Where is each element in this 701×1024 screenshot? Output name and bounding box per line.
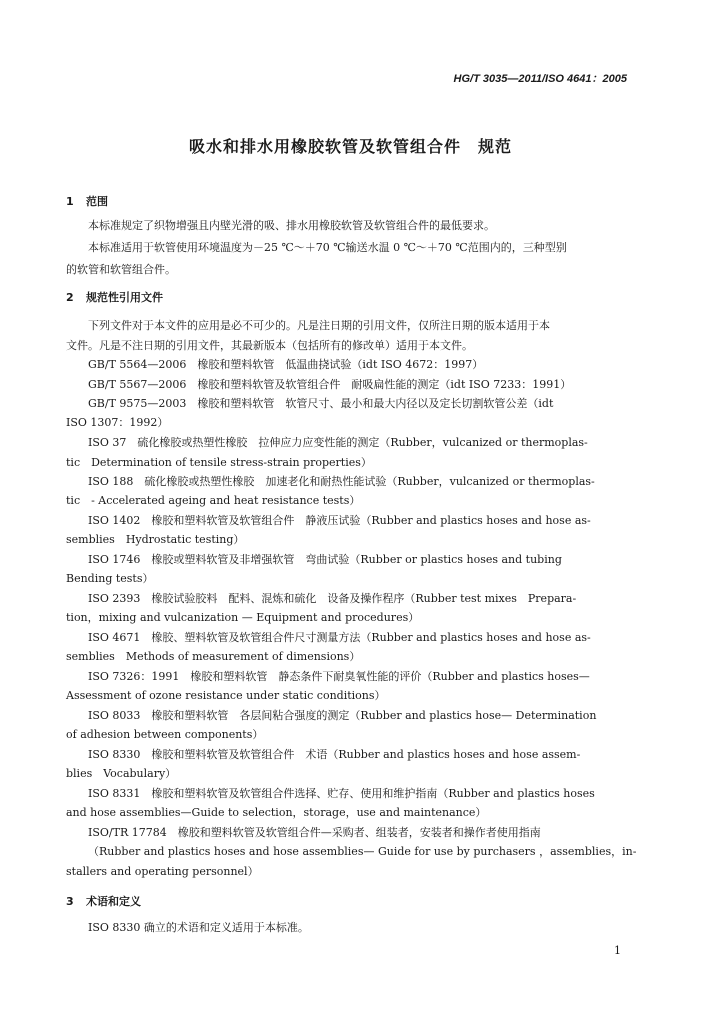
reference-entry: GB/T 5567—2006 橡胶和塑料软管及软管组合件 耐吸扁性能的测定（idt ISO 7233：1991） [88, 378, 572, 391]
document-title: 吸水和排水用橡胶软管及软管组合件 规范 [188, 137, 512, 156]
text-line: Bending tests） [66, 572, 154, 585]
text-line: Assessment of ozone resistance under static conditions） [66, 689, 386, 702]
section-2-heading [66, 289, 163, 305]
section-title: 范围 [86, 195, 108, 208]
text-line: 本标准规定了织物增强且内壁光滑的吸、排水用橡胶软管及软管组合件的最低要求。 [88, 219, 495, 232]
section-number: 1 [66, 195, 74, 208]
reference-entry: GB/T 5564—2006 橡胶和塑料软管 低温曲挠试验（idt ISO 4672：1997） [88, 358, 484, 371]
reference-entry: GB/T 9575—2003 橡胶和塑料软管 软管尺寸、最小和最大内径以及定长切割软管公差（idt [88, 397, 554, 410]
page-number: 1 [614, 944, 621, 957]
text-line: tic Determination of tensile stress-strain properties） [66, 456, 372, 469]
reference-entry: ISO 8033 橡胶和塑料软管 各层间粘合强度的测定（Rubber and plastics hose— Determination [88, 709, 597, 722]
reference-entry: ISO 37 硫化橡胶或热塑性橡胶 拉伸应力应变性能的测定（Rubber，vulcanized or thermoplas- [88, 436, 588, 449]
section-title: 规范性引用文件 [86, 291, 163, 304]
text-line: 的软管和软管组合件。 [66, 263, 176, 276]
section-3-heading [66, 893, 141, 909]
text-line: 下列文件对于本文件的应用是必不可少的。凡是注日期的引用文件，仅所注日期的版本适用于本 [88, 319, 550, 332]
text-line: ISO 8330 确立的术语和定义适用于本标准。 [88, 921, 309, 934]
text-line: （Rubber and plastics hoses and hose assemblies— Guide for use by purchasers ，assemblies，in- [88, 845, 637, 858]
text-line: 本标准适用于软管使用环境温度为－25 ℃～＋70 ℃输送水温 0 ℃～＋70 ℃范围内的，三种型别 [88, 241, 567, 254]
text-line: 文件。凡是不注日期的引用文件，其最新版本（包括所有的修改单）适用于本文件。 [66, 339, 473, 352]
text-line: blies Vocabulary） [66, 767, 177, 780]
reference-entry: ISO 4671 橡胶、塑料软管及软管组合件尺寸测量方法（Rubber and plastics hoses and hose as- [88, 631, 591, 644]
text-line: semblies Hydrostatic testing） [66, 533, 245, 546]
section-title: 术语和定义 [86, 895, 141, 908]
reference-entry: ISO 188 硫化橡胶或热塑性橡胶 加速老化和耐热性能试验（Rubber，vulcanized or thermoplas- [88, 475, 595, 488]
reference-entry: ISO 8331 橡胶和塑料软管及软管组合件选择、贮存、使用和维护指南（Rubber and plastics hoses [88, 787, 595, 800]
text-line: ISO 1307：1992） [66, 416, 169, 429]
text-line: semblies Methods of measurement of dimensions） [66, 650, 361, 663]
section-number: 3 [66, 895, 74, 908]
section-number: 2 [66, 291, 74, 304]
text-line: and hose assemblies—Guide to selection，storage，use and maintenance） [66, 806, 487, 819]
text-line: of adhesion between components） [66, 728, 264, 741]
text-line: tion，mixing and vulcanization — Equipment and procedures） [66, 611, 420, 624]
reference-entry: ISO 8330 橡胶和塑料软管及软管组合件 术语（Rubber and plastics hoses and hose assem- [88, 748, 581, 761]
reference-entry: ISO/TR 17784 橡胶和塑料软管及软管组合件—采购者、组装者，安装者和操作者使用指南 [88, 826, 541, 839]
standard-code-header: HG/T 3035—2011/ISO 4641：2005 [453, 73, 627, 85]
reference-entry: ISO 1746 橡胶或塑料软管及非增强软管 弯曲试验（Rubber or plastics hoses and tubing [88, 553, 562, 566]
text-line: stallers and operating personnel） [66, 865, 259, 878]
reference-entry: ISO 2393 橡胶试验胶料 配料、混炼和硫化 设备及操作程序（Rubber test mixes Prepara- [88, 592, 577, 605]
reference-entry: ISO 1402 橡胶和塑料软管及软管组合件 静液压试验（Rubber and plastics hoses and hose as- [88, 514, 591, 527]
text-line: tic - Accelerated ageing and heat resistance tests） [66, 494, 361, 507]
reference-entry: ISO 7326：1991 橡胶和塑料软管 静态条件下耐臭氧性能的评价（Rubber and plastics hoses— [88, 670, 590, 683]
section-1-heading [66, 193, 108, 209]
